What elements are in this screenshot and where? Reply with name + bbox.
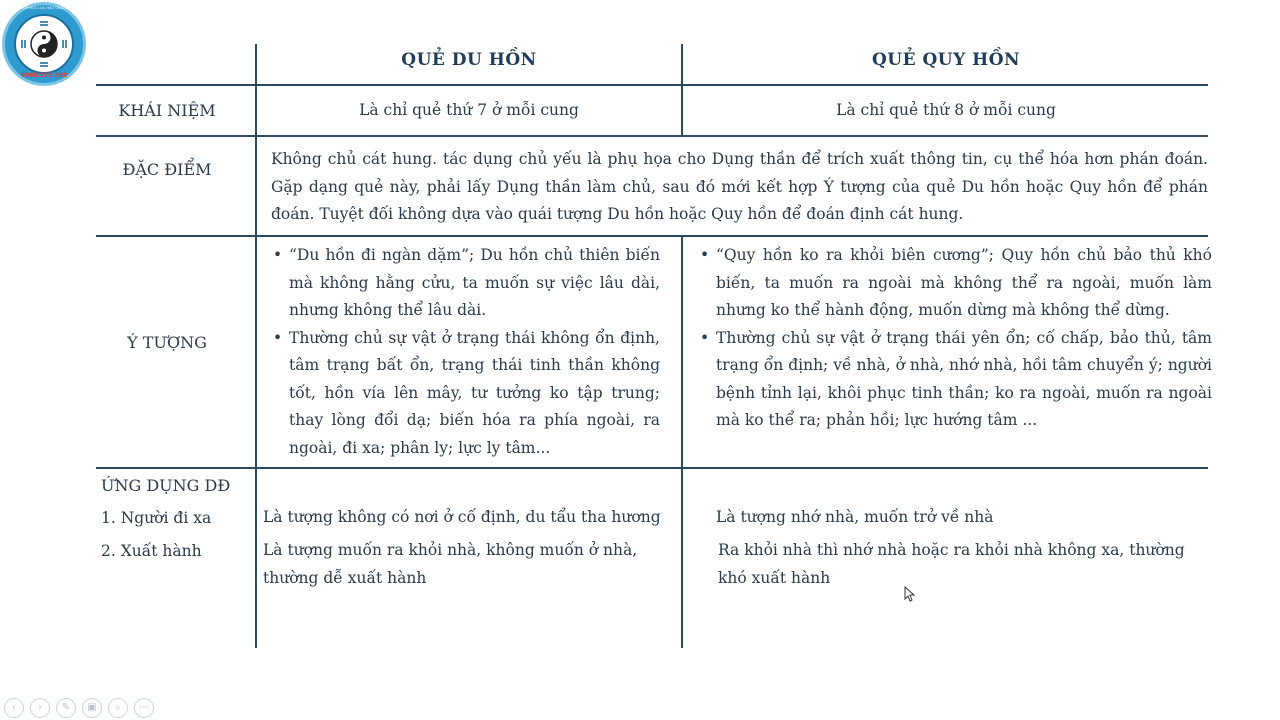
khai-niem-du-hon: Là chỉ quẻ thứ 7 ở mỗi cung bbox=[359, 101, 579, 119]
next-slide-icon[interactable]: › bbox=[30, 698, 50, 718]
mouse-cursor-icon bbox=[904, 586, 916, 606]
row-label-ung-dung: ỨNG DỤNG DĐ bbox=[101, 476, 231, 495]
table-rule-top bbox=[96, 84, 1208, 86]
ung-dung-quy-hon-2: Ra khỏi nhà thì nhớ nhà hoặc ra khỏi nhà không xa, thường khó xuất hành bbox=[718, 541, 1185, 587]
y-tuong-quy-hon bbox=[698, 242, 1212, 435]
list-item: • Thường chủ sự vật ở trạng thái yên ổn; cố chấp, bảo thủ, tâm trạng ổn định; về nhà, ở nhà, nhớ nhà, hồi tâm chuyển ý; người bệnh tỉnh lại, khôi phục tinh thần; ko ra ngoài, muốn ra ngoài mà ko thể ra; phản hồi; lực hướng tâm ... bbox=[716, 325, 1212, 435]
list-item: • Thường chủ sự vật ở trạng thái không ổn định, tâm trạng bất ổn, trạng thái tinh thần không tốt, hồn vía lên mây, tư tưởng ko tập trung; thay lòng đổi dạ; biến hóa ra phía ngoài, ra ngoài, đi xa; phân ly; lực ly tâm... bbox=[289, 325, 660, 463]
ung-dung-item-xuat-hanh: 2. Xuất hành bbox=[101, 542, 202, 560]
more-options-icon[interactable]: ⋯ bbox=[134, 698, 154, 718]
presentation-toolbar bbox=[4, 698, 154, 718]
table-column-divider bbox=[255, 44, 257, 648]
pen-icon[interactable]: ✎ bbox=[56, 698, 76, 718]
slides-icon[interactable]: ▣ bbox=[82, 698, 102, 718]
khai-niem-quy-hon: Là chỉ quẻ thứ 8 ở mỗi cung bbox=[836, 101, 1056, 119]
row-label-y-tuong: Ý TƯỢNG bbox=[127, 333, 207, 352]
y-tuong-du-hon bbox=[271, 242, 660, 462]
ung-dung-quy-hon-1: Là tượng nhớ nhà, muốn trở về nhà bbox=[716, 508, 994, 526]
logo-phone: 0965.215.998 bbox=[20, 72, 68, 79]
table-column-divider bbox=[681, 237, 683, 648]
header-que-quy-hon: QUẺ QUY HỒN bbox=[871, 50, 1021, 70]
previous-slide-icon[interactable]: ‹ bbox=[4, 698, 24, 718]
zoom-icon[interactable]: ⌕ bbox=[108, 698, 128, 718]
table-rule bbox=[96, 467, 1208, 469]
yin-yang-icon bbox=[14, 14, 74, 74]
list-item: • “Quy hồn ko ra khỏi biên cương”; Quy hồn chủ bảo thủ khó biến, ta muốn ra ngoài mà không thể ra ngoài, muốn làm nhưng ko thể hành động, muốn dừng mà không thể dừng. bbox=[716, 242, 1212, 325]
list-item: • “Du hồn đi ngàn dặm”; Du hồn chủ thiên biến mà không hằng cửu, ta muốn sự việc lâu dài, nhưng không thể lâu dài. bbox=[289, 242, 660, 325]
logo bbox=[2, 2, 86, 86]
logo-ring-text: LỚP HỌC LỤC HÀO ỨNG DỤNG bbox=[21, 6, 76, 10]
row-label-dac-diem: ĐẶC ĐIỂM bbox=[122, 160, 212, 179]
ung-dung-du-hon-1: Là tượng không có nơi ở cố định, du tẩu tha hương bbox=[263, 508, 661, 526]
ung-dung-du-hon-2: Là tượng muốn ra khỏi nhà, không muốn ở nhà, thường dễ xuất hành bbox=[263, 541, 638, 587]
table-column-divider bbox=[681, 44, 683, 136]
table-rule bbox=[96, 135, 1208, 137]
header-que-du-hon: QUẺ DU HỒN bbox=[401, 50, 537, 70]
row-label-khai-niem: KHÁI NIỆM bbox=[118, 101, 216, 120]
ung-dung-item-nguoi-di-xa: 1. Người đi xa bbox=[101, 509, 212, 527]
table-rule bbox=[96, 235, 1208, 237]
dac-diem-text: Không chủ cát hung. tác dụng chủ yếu là phụ họa cho Dụng thần để trích xuất thông tin, cụ thể hóa hơn phán đoán. Gặp dạng quẻ này, phải lấy Dụng thần làm chủ, sau đó mới kết hợp Ý tượng của quẻ Du hồn hoặc Quy hồn để phán đoán. Tuyệt đối không dựa vào quái tượng Du hồn hoặc Quy hồn để đoán định cát hung. bbox=[271, 150, 1208, 223]
